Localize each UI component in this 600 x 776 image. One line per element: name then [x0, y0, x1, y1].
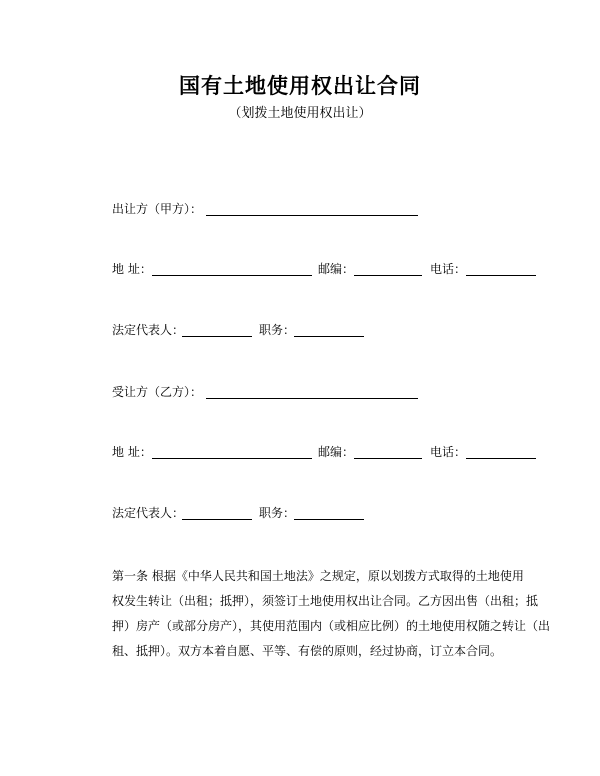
party-b-position-label: 职务：	[259, 506, 296, 520]
article-1-line: 第一条 根据《中华人民共和国土地法》之规定，原以划拨方式取得的土地使用	[112, 569, 524, 583]
party-a-postcode-field[interactable]	[354, 275, 422, 276]
party-a-address-field[interactable]	[152, 275, 312, 276]
party-b-label: 受让方（乙方）：	[112, 385, 203, 399]
party-a-rep-label: 法定代表人：	[112, 323, 185, 337]
party-a-label: 出让方（甲方）：	[112, 202, 203, 216]
article-1-line: 租、抵押）。双方本着自愿、平等、有偿的原则，经过协商，订立本合同。	[112, 644, 503, 658]
article-1-paragraph	[112, 564, 552, 664]
document-title: 国有土地使用权出让合同	[179, 74, 421, 98]
party-a-phone-field[interactable]	[466, 275, 536, 276]
article-1-line: 权发生转让（出租；抵押），须签订土地使用权出让合同。乙方因出售（出租；抵	[112, 594, 539, 608]
party-b-rep-label: 法定代表人：	[112, 506, 185, 520]
party-a-address-label: 地 址：	[112, 262, 152, 276]
party-b-postcode-label: 邮编：	[318, 445, 355, 459]
party-a-rep-row	[112, 321, 372, 339]
article-1-line: 押）房产（或部分房产），其使用范围内（或相应比例）的土地使用权随之转让（出	[112, 619, 551, 633]
party-a-name-field[interactable]	[206, 215, 418, 216]
party-a-position-field[interactable]	[294, 336, 364, 337]
party-a-phone-label: 电话：	[430, 262, 467, 276]
party-b-address-field[interactable]	[152, 458, 312, 459]
party-a-address-row	[112, 260, 542, 278]
party-b-phone-label: 电话：	[430, 445, 467, 459]
party-a-rep-field[interactable]	[182, 336, 252, 337]
party-b-position-field[interactable]	[294, 519, 364, 520]
party-a-row	[112, 200, 432, 218]
party-b-address-label: 地 址：	[112, 445, 152, 459]
party-b-phone-field[interactable]	[466, 458, 536, 459]
party-b-postcode-field[interactable]	[354, 458, 422, 459]
party-b-rep-row	[112, 504, 372, 522]
document-subtitle: （划拨土地使用权出让）	[228, 106, 372, 121]
party-a-postcode-label: 邮编：	[318, 262, 355, 276]
party-b-name-field[interactable]	[206, 398, 418, 399]
party-b-rep-field[interactable]	[182, 519, 252, 520]
party-b-row	[112, 383, 432, 401]
party-a-position-label: 职务：	[259, 323, 296, 337]
party-b-address-row	[112, 443, 542, 461]
